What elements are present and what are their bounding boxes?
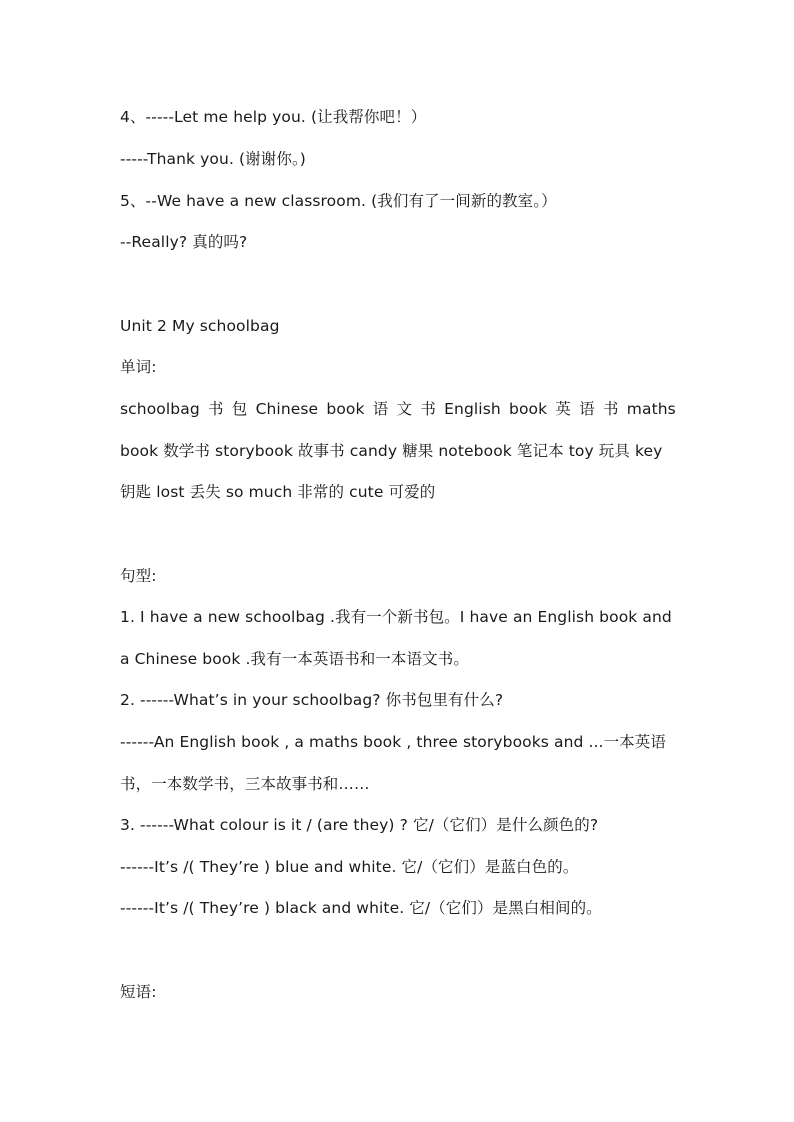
vocab-word: book bbox=[326, 400, 365, 418]
vocab-word: 英 bbox=[555, 400, 571, 418]
vocab-word: 文 bbox=[396, 400, 413, 418]
pattern-1-line-2: a Chinese book .我有一本英语书和一本语文书。 bbox=[120, 650, 469, 668]
vocab-word: 书 bbox=[602, 400, 619, 418]
pattern-2-line-1: 2. ------What’s in your schoolbag? 你书包里有什么? bbox=[120, 691, 504, 709]
pattern-3-line-2: ------It’s /( They’re ) blue and white. 它/（它们）是蓝白色的。 bbox=[120, 858, 579, 876]
vocab-word: 语 bbox=[579, 400, 595, 418]
phrases-heading: 短语: bbox=[120, 983, 157, 1001]
unit-title: Unit 2 My schoolbag bbox=[120, 317, 280, 335]
vocab-heading: 单词: bbox=[120, 358, 157, 376]
dialogue-5-question: 5、--We have a new classroom. (我们有了一间新的教室。） bbox=[120, 192, 557, 210]
patterns-heading: 句型: bbox=[120, 567, 157, 585]
vocab-word: 语 bbox=[372, 400, 389, 418]
dialogue-4-answer: -----Thank you. (谢谢你。) bbox=[120, 150, 306, 168]
pattern-3-line-3: ------It’s /( They’re ) black and white. 它/（它们）是黑白相间的。 bbox=[120, 899, 602, 917]
vocab-word: 书 bbox=[420, 400, 436, 418]
vocab-word: Chinese bbox=[255, 400, 319, 418]
pattern-2-line-2: ------An English book , a maths book , three storybooks and ...一本英语 bbox=[120, 733, 666, 751]
pattern-2-line-3: 书，一本数学书，三本故事书和…… bbox=[120, 775, 370, 793]
vocab-word: maths bbox=[626, 400, 676, 418]
dialogue-5-answer: --Really? 真的吗? bbox=[120, 233, 248, 251]
vocab-line-1 bbox=[120, 399, 676, 419]
vocab-line-3: 钥匙 lost 丢失 so much 非常的 cute 可爱的 bbox=[120, 483, 436, 501]
vocab-word: 书 bbox=[207, 400, 224, 418]
vocab-line-2: book 数学书 storybook 故事书 candy 糖果 notebook 笔记本 toy 玩具 key bbox=[120, 442, 663, 460]
vocab-word: English bbox=[444, 400, 501, 418]
pattern-3-line-1: 3. ------What colour is it / (are they) ? 它/（它们）是什么颜色的? bbox=[120, 816, 599, 834]
vocab-word: 包 bbox=[231, 400, 248, 418]
dialogue-4-question: 4、-----Let me help you. (让我帮你吧！） bbox=[120, 108, 427, 126]
vocab-word: book bbox=[509, 400, 548, 418]
vocab-word: schoolbag bbox=[120, 400, 200, 418]
pattern-1-line-1: 1. I have a new schoolbag .我有一个新书包。I have an English book and bbox=[120, 608, 672, 626]
